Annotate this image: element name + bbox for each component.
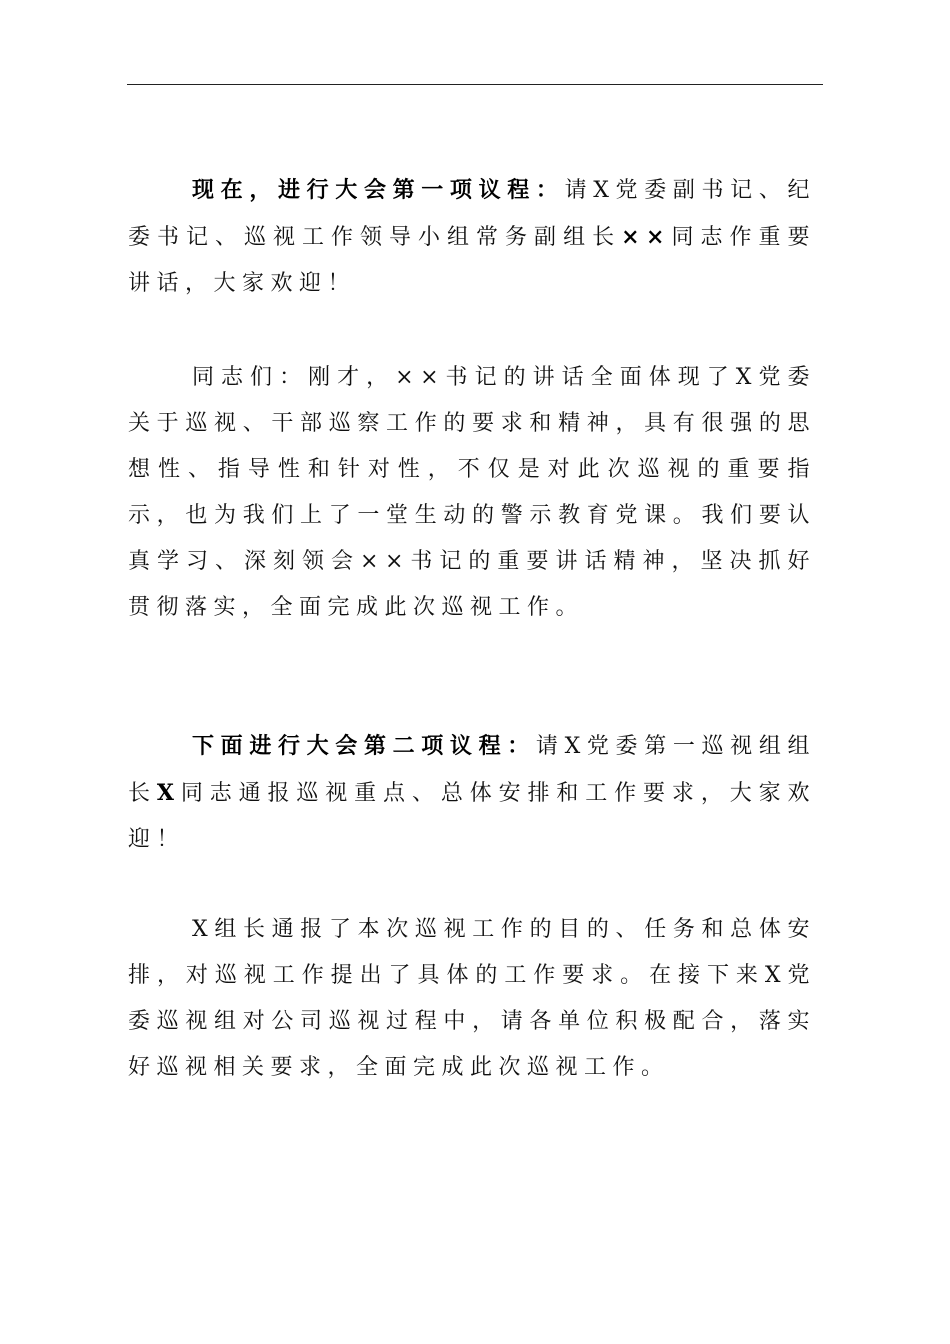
paragraph-agenda-item-two bbox=[128, 723, 816, 863]
speaker-name-placeholder: ×× bbox=[621, 224, 671, 250]
agenda-item-one-text-start: 请X党委副书记、纪委书记、巡视工作领导小组常务副组长 bbox=[128, 178, 816, 250]
agenda-item-two-text-end: 同志通报巡视重点、总体安排和工作要求，大家欢迎！ bbox=[128, 781, 816, 852]
agenda-item-two-lead: 下面进行大会第二项议程： bbox=[192, 733, 536, 759]
agenda-item-one-text-end: 同志作重要讲话，大家欢迎！ bbox=[128, 225, 816, 296]
agenda-item-two-text-start: 请X党委第一巡视组组长 bbox=[128, 734, 816, 806]
agenda-item-one-lead: 现在，进行大会第一项议程： bbox=[192, 177, 565, 203]
paragraph-agenda-item-one bbox=[128, 167, 816, 307]
paragraph-speech-summary: 同志们：刚才，××书记的讲话全面体现了X党委关于巡视、干部巡察工作的要求和精神，具有很强的思想性、指导性和针对性，不仅是对此次巡视的重要指示，也为我们上了一堂生动的警示教育党课。我们要认真学习、深刻领会××书记的重要讲话精神，坚决抓好贯彻落实，全面完成此次巡视工作。 bbox=[128, 365, 816, 620]
group-leader-name-placeholder: X bbox=[156, 780, 181, 806]
paragraph-report-summary: X组长通报了本次巡视工作的目的、任务和总体安排，对巡视工作提出了具体的工作要求。在接下来X党委巡视组对公司巡视过程中，请各单位积极配合，落实好巡视相关要求，全面完成此次巡视工作。 bbox=[128, 917, 816, 1080]
header-rule bbox=[127, 84, 823, 85]
